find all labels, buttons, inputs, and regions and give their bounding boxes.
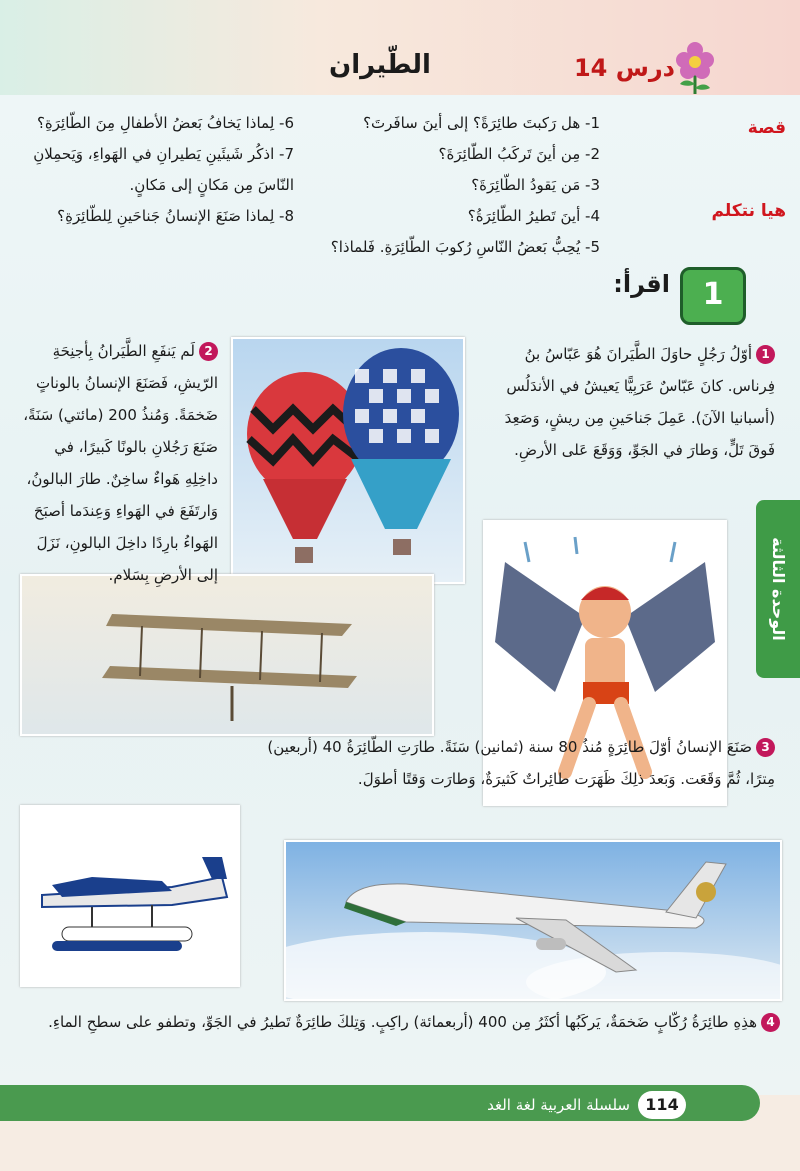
paragraph-text: أوّلُ رَجُلٍ حاوَلَ الطَّيَرانَ هُوَ عَبّاسُ بنُ فِرناس. كانَ عَبّاسٌ عَرَبِيًّا يَعيشُ في الأندَلُس (أسبانيا الآنَ). عَمِلَ جَناحَينِ مِن ريشٍ، وَصَعِدَ فَوقَ تَلٍّ، وَطارَ في الجَوِّ، وَوَقَعَ عَلى الأرضِ. xyxy=(504,345,775,459)
page-number: 114 xyxy=(638,1091,686,1119)
questions-left-column xyxy=(16,108,294,232)
story-label: قصة xyxy=(747,118,786,138)
paragraph-number-badge: 4 xyxy=(761,1013,780,1032)
question-item: 8- لِماذا صَنَعَ الإنسانُ جَناحَينِ لِلطّائِرَةِ؟ xyxy=(57,207,294,225)
question-item: 2- مِن أينَ تَركَبُ الطّائِرَةَ؟ xyxy=(438,145,600,163)
paragraph-4 xyxy=(14,1006,780,1038)
lesson-number: درس 14 xyxy=(573,54,675,82)
read-section-number: 1 xyxy=(680,267,746,325)
question-item: 3- مَن يَقودُ الطّائِرَةَ؟ xyxy=(471,176,600,194)
paragraph-text: صَنَعَ الإنسانُ أوّلَ طائِرَةٍ مُنذُ 80 سنة (ثمانين) سَنَةً. طارَتِ الطّائِرَةُ 40 (أربعين) مِترًا، ثُمَّ وَقَعَت. وَبَعدَ ذلِكَ ظَهَرَت طائِراتٌ كَثيرَةٌ، وَطارَت وَقتًا أطوَلَ. xyxy=(267,738,775,788)
paragraph-1 xyxy=(480,338,775,466)
lets-talk-label: هيا نتكلم xyxy=(711,201,786,221)
question-item: 6- لِماذا يَخافُ بَعضُ الأطفالِ مِنَ الطّائِرَةِ؟ xyxy=(36,114,294,132)
passenger-jet-image xyxy=(284,840,782,1001)
flower-icon xyxy=(670,40,720,96)
questions-right-column xyxy=(300,108,600,263)
series-title: سلسلة العربية لغة الغد xyxy=(487,1096,630,1114)
first-airplane-image xyxy=(20,574,434,736)
lesson-title: الطّيران xyxy=(329,50,431,80)
paragraph-number-badge: 3 xyxy=(756,738,775,757)
paragraph-number-badge: 1 xyxy=(756,345,775,364)
read-section-label: اقرأ: xyxy=(613,270,670,298)
question-item: 5- يُحِبُّ بَعضُ النّاسِ رُكوبَ الطّائِرَةِ. فَلماذا؟ xyxy=(330,238,600,256)
seaplane-image xyxy=(20,805,240,987)
unit-side-tab xyxy=(756,500,800,678)
unit-tab-label: الوحدة الثالثة xyxy=(769,537,788,641)
paragraph-number-badge: 2 xyxy=(199,342,218,361)
question-item: 1- هل رَكبتَ طائِرَةً؟ إلى أينَ سافَرتَ؟ xyxy=(363,114,600,132)
paragraph-text: هذِهِ طائِرَةُ رُكّابٍ ضَخمَةٌ، يَركَبُها أكثَرُ مِن 400 (أربعمائة) راكِبٍ. وَتِلكَ طائِرَةٌ تَطيرُ في الجَوِّ، وتطفو على سطحِ الماءِ. xyxy=(48,1013,757,1031)
paragraph-2 xyxy=(18,335,218,591)
paragraph-text: لَم يَنفَعِ الطَّيَرانُ بِأجنِحَةِ الرّيشِ، فَصَنَعَ الإنسانُ بالوناتٍ ضَخمَةً. وَمُنذُ 200 (مائتي) سَنَةً، صَنَعَ رَجُلانِ بالونًا كَبيرًا، في داخِلِهِ هَواءٌ ساخِنٌ. طارَ البالونُ، وَارتَفَعَ في الهَواءِ وَعِندَما أصبَحَ الهَواءُ بارِدًا داخِلَ البالونِ، نَزَلَ إلى الأرضِ بِسَلام. xyxy=(23,342,218,584)
paragraph-3 xyxy=(240,731,775,795)
question-item: 7- اذكُر شَيئَينِ يَطيرانِ في الهَواءِ، وَيَحمِلانِ النّاسَ مِن مَكانٍ إلى مَكانٍ. xyxy=(33,145,294,194)
hot-air-balloons-image xyxy=(231,337,465,584)
question-item: 4- أينَ تَطيرُ الطّائِرَةُ؟ xyxy=(467,207,600,225)
